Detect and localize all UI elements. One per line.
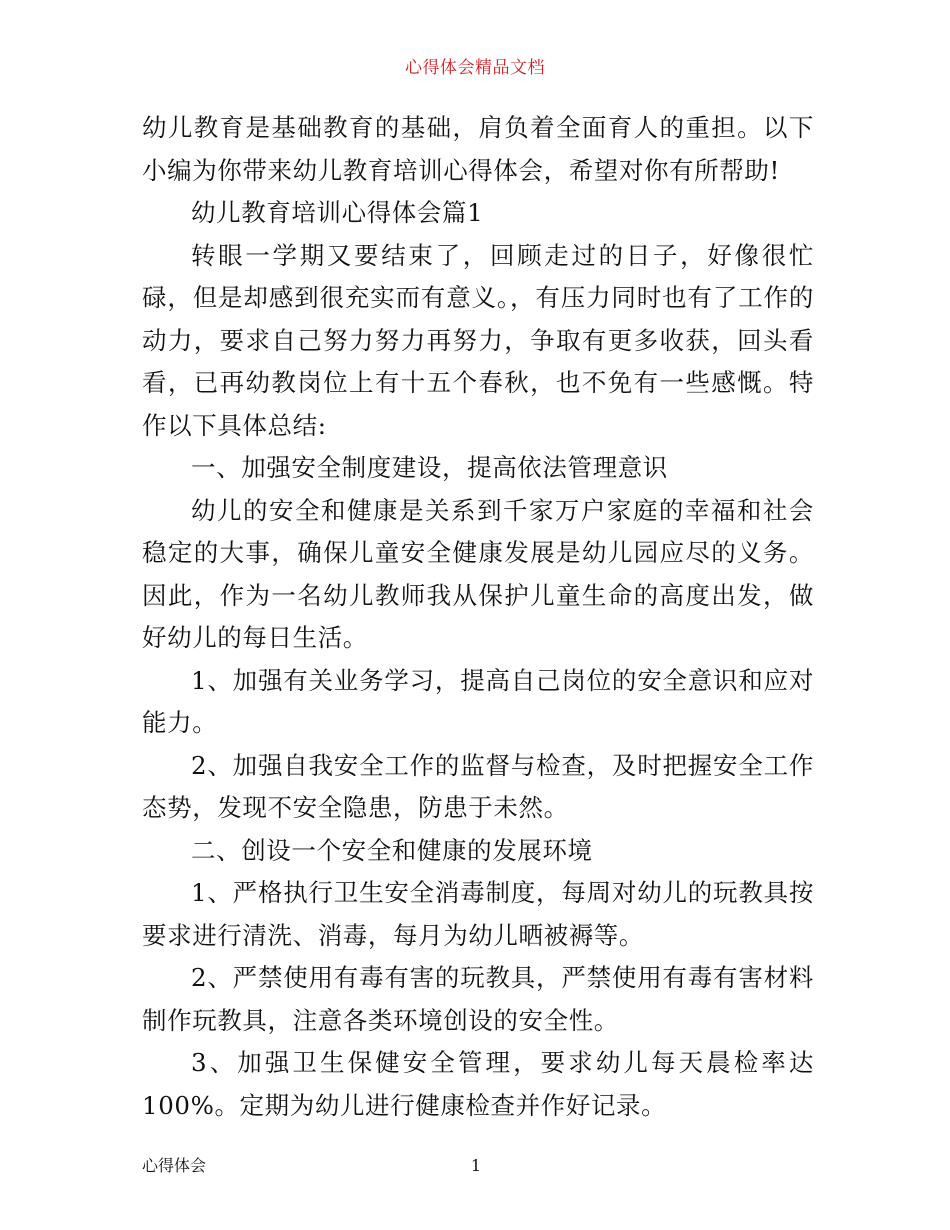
document-body — [142, 107, 814, 1127]
list-item: 3、加强卫生保健安全管理，要求幼儿每天晨检率达100%。定期为幼儿进行健康检查并作好记录。 — [142, 1048, 814, 1120]
document-header: 心得体会精品文档 — [405, 58, 545, 78]
list-item: 1、严格执行卫生安全消毒制度，每周对幼儿的玩教具按要求进行清洗、消毒，每月为幼儿晒被褥等。 — [142, 878, 814, 950]
body-paragraph: 幼儿的安全和健康是关系到千家万户家庭的幸福和社会稳定的大事，确保儿童安全健康发展是幼儿园应尽的义务。因此，作为一名幼儿教师我从保护儿童生命的高度出发，做好幼儿的每日生活。 — [142, 495, 814, 652]
subheading-2: 二、创设一个安全和健康的发展环境 — [191, 835, 593, 865]
subheading-1: 一、加强安全制度建设，提高依法管理意识 — [191, 453, 668, 482]
footer-label: 心得体会 — [142, 1156, 207, 1175]
list-item: 1、加强有关业务学习，提高自己岗位的安全意识和应对能力。 — [142, 665, 814, 737]
body-paragraph: 转眼一学期又要结束了，回顾走过的日子，好像很忙碌，但是却感到很充实而有意义。，有压力同时也有了工作的动力，要求自己努力努力再努力，争取有更多收获，回头看看，已再幼教岗位上有十五个春秋，也不免有一些感慨。特作以下具体总结: — [142, 240, 814, 440]
page-number: 1 — [470, 1156, 482, 1175]
list-item: 2、加强自我安全工作的监督与检查，及时把握安全工作态势，发现不安全隐患，防患于未然。 — [142, 750, 814, 822]
section-title: 幼儿教育培训心得体会篇1 — [191, 198, 484, 227]
intro-paragraph: 幼儿教育是基础教育的基础，肩负着全面育人的重担。以下小编为你带来幼儿教育培训心得体会，希望对你有所帮助! — [142, 113, 814, 185]
list-item: 2、严禁使用有毒有害的玩教具，严禁使用有毒有害材料制作玩教具，注意各类环境创设的安全性。 — [142, 963, 814, 1035]
